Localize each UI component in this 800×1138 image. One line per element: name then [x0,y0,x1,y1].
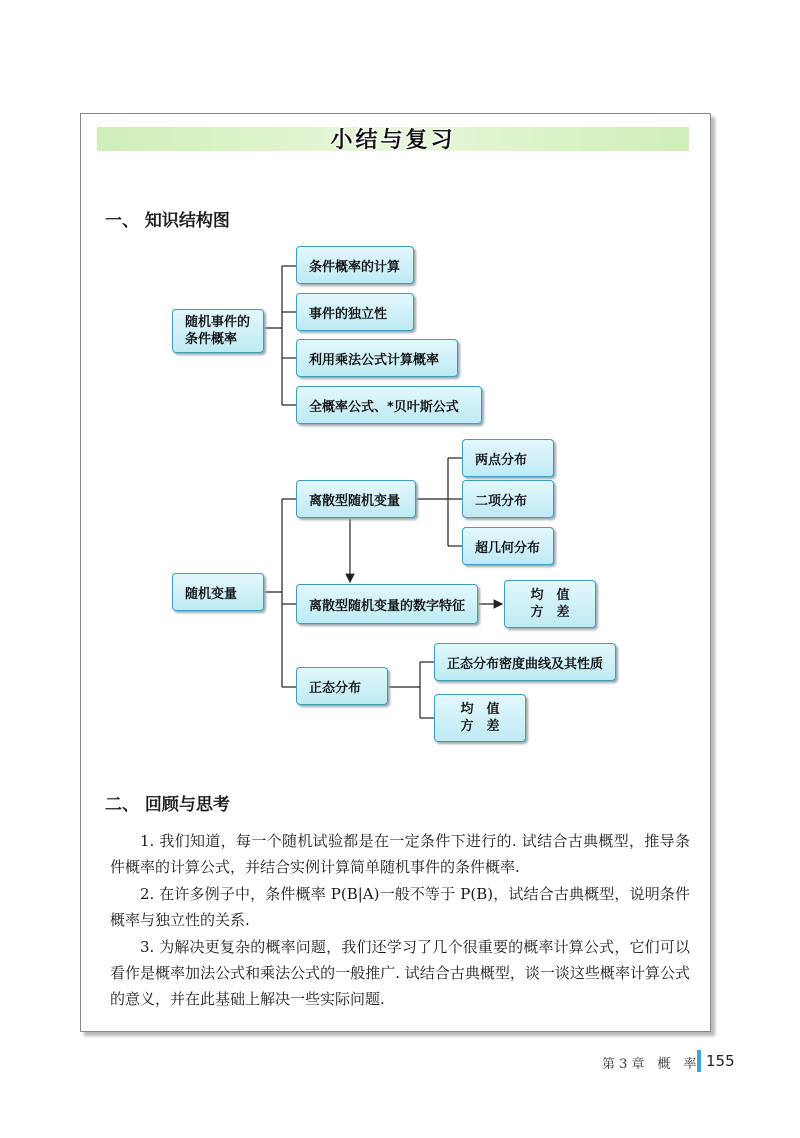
review-paragraph-2: 2. 在许多例子中，条件概率 P(B|A)一般不等于 P(B)，试结合古典概型，说明条件概率与独立性的关系. [110,885,690,929]
node-hypergeometric: 超几何分布 [462,527,554,565]
node-normal-mean-variance: 均 值 方 差 [434,694,526,742]
node-total-probability: 全概率公式、*贝叶斯公式 [296,386,482,424]
node-random-variable: 随机变量 [172,573,264,611]
chapter-footer: 第 3 章 概 率 [602,1057,697,1072]
node-conditional-calc: 条件概率的计算 [296,246,414,284]
node-normal-distribution: 正态分布 [296,667,388,705]
page-title: 小结与复习 [330,128,456,153]
review-paragraph-1: 1. 我们知道，每一个随机试验都是在一定条件下进行的. 试结合古典概型，推导条件概率的计算公式，并结合实例计算简单随机事件的条件概率. [110,832,690,876]
footer-divider [697,1050,701,1072]
node-normal-curve: 正态分布密度曲线及其性质 [434,643,616,681]
node-conditional-probability: 随机事件的 条件概率 [172,309,264,353]
node-independence: 事件的独立性 [296,293,414,331]
node-discrete-features: 离散型随机变量的数字特征 [296,584,478,624]
node-two-point: 两点分布 [462,439,554,477]
node-features-mean-variance: 均 值 方 差 [504,580,596,628]
page-number: 155 [706,1052,735,1070]
review-paragraphs [110,828,690,1013]
review-paragraph-3: 3. 为解决更复杂的概率问题，我们还学习了几个很重要的概率计算公式，它们可以看作是概率加法公式和乘法公式的一般推广. 试结合古典概型，谈一谈这些概率计算公式的意义，并在此基础上解决一些实际问题. [110,938,690,1008]
section-title-structure: 一、 知识结构图 [105,211,230,231]
section-title-review: 二、 回顾与思考 [105,795,230,815]
node-discrete-rv: 离散型随机变量 [296,480,416,518]
node-binomial: 二项分布 [462,480,554,518]
node-multiplication-rule: 利用乘法公式计算概率 [296,339,458,377]
